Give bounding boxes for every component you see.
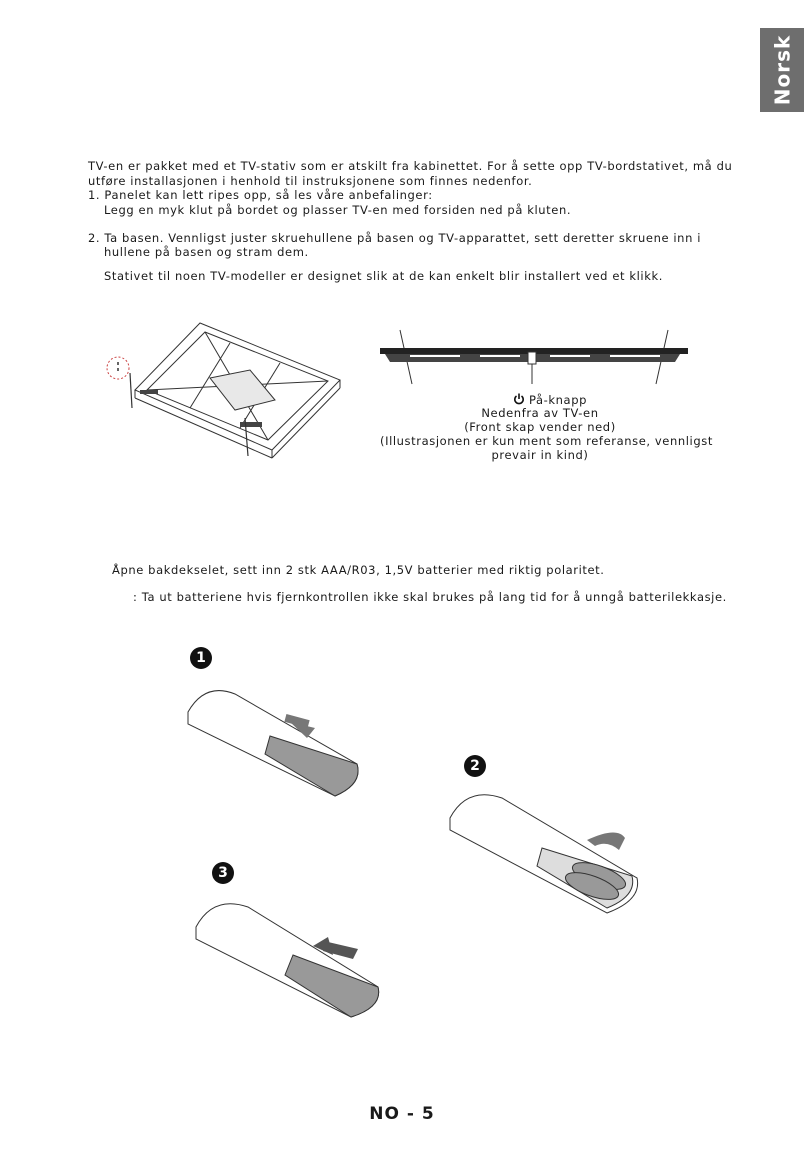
step-1-line-2: Legg en myk klut på bordet og plasser TV-en med forsiden ned på kluten. [104, 203, 572, 217]
battery-note: : Ta ut batteriene hvis fjernkontrollen ikke skal brukes på lang tid for å unngå batterilekkasje. [133, 590, 727, 604]
tv-caption-line-2: Nedenfra av TV-en [481, 406, 599, 420]
step-2-line-2: hullene på basen og stram dem. [104, 245, 309, 259]
remote-close-cover-illustration [193, 897, 383, 1019]
step-1-line-1: 1. Panelet kan lett ripes opp, så les våre anbefalinger: [88, 188, 433, 202]
battery-instruction: Åpne bakdekselet, sett inn 2 stk AAA/R03, 1,5V batterier med riktig polaritet. [112, 563, 605, 577]
page-number: NO - 5 [369, 1104, 435, 1124]
step-2-line-1: 2. Ta basen. Vennligst juster skruehullene på basen og TV-apparattet, sett deretter skruene inn i [88, 231, 702, 245]
intro-line-1: TV-en er pakket med et TV-stativ som er atskilt fra kabinettet. For å sette opp TV-bordstativet, må du [88, 159, 733, 173]
step-2-note: Stativet til noen TV-modeller er designet slik at de kan enkelt blir installert ved et klikk. [104, 269, 663, 283]
remote-insert-batteries-illustration [447, 788, 642, 916]
step-number-1: 1 [190, 647, 212, 669]
tv-caption-line-4: (Illustrasjonen er kun ment som referanse, vennligst [380, 434, 713, 448]
step-number-2: 2 [464, 755, 486, 777]
language-tab-label: Norsk [770, 34, 795, 106]
tv-bottom-illustration [380, 326, 690, 388]
step-number-3: 3 [212, 862, 234, 884]
tv-caption-line-5: prevair in kind) [491, 448, 589, 462]
tv-back-illustration [100, 318, 350, 458]
remote-open-cover-illustration [185, 684, 365, 799]
language-tab [760, 28, 804, 112]
intro-line-2: utføre installasjonen i henhold til instruksjonene som finnes nedenfor. [88, 174, 533, 188]
power-icon [513, 393, 525, 405]
power-label-row [400, 392, 700, 407]
tv-caption-line-3: (Front skap vender ned) [464, 420, 616, 434]
power-label: På-knapp [528, 393, 587, 407]
